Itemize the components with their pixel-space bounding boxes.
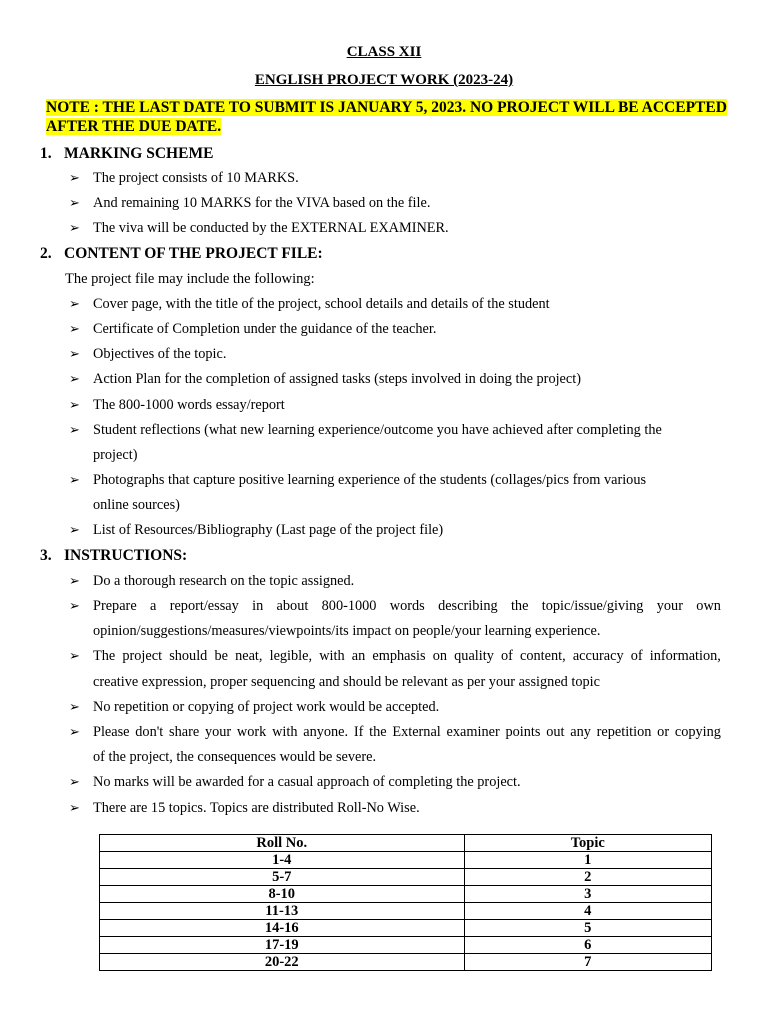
word: 800-1000 [321, 598, 377, 614]
word: Prepare [93, 598, 137, 614]
word: your [656, 598, 683, 614]
topic-cell: 7 [464, 954, 711, 971]
due-date-note [46, 98, 727, 136]
word: or [657, 724, 670, 740]
word: legible, [269, 648, 313, 664]
word: in [252, 598, 264, 614]
arrow-bullet-icon: ➢ [69, 397, 80, 412]
table-row [100, 852, 712, 869]
table-row [100, 886, 712, 903]
arrow-bullet-icon: ➢ [69, 648, 80, 663]
word: topic/issue/giving [541, 598, 644, 614]
arrow-bullet-icon: ➢ [69, 724, 80, 739]
word: a [150, 598, 157, 614]
note-line-2: AFTER THE DUE DATE. [46, 118, 222, 135]
topic-cell: 4 [464, 903, 711, 920]
section-title: INSTRUCTIONS: [64, 547, 188, 564]
section-title: CONTENT OF THE PROJECT FILE: [64, 245, 323, 262]
arrow-bullet-icon: ➢ [69, 598, 80, 613]
roll-cell: 8-10 [100, 886, 465, 903]
document-title: ENGLISH PROJECT WORK (2023-24) [254, 72, 514, 88]
word: the [510, 598, 529, 614]
table-row [100, 903, 712, 920]
topic-cell: 5 [464, 920, 711, 937]
arrow-bullet-icon: ➢ [69, 296, 80, 311]
column-header-roll: Roll No. [100, 835, 465, 852]
table-row [100, 954, 712, 971]
word: neat, [235, 648, 263, 664]
topic-cell: 6 [464, 937, 711, 954]
table-row [100, 920, 712, 937]
word: External [392, 724, 441, 740]
list-item-continuation: online sources) [93, 497, 180, 513]
justified-line [93, 598, 721, 615]
arrow-bullet-icon: ➢ [69, 220, 80, 235]
arrow-bullet-icon: ➢ [69, 472, 80, 487]
word: report/essay [169, 598, 239, 614]
topic-cell: 3 [464, 886, 711, 903]
list-item-continuation: of the project, the consequences would be severe. [93, 749, 377, 765]
arrow-bullet-icon: ➢ [69, 774, 80, 789]
word: content, [520, 648, 566, 664]
arrow-bullet-icon: ➢ [69, 573, 80, 588]
word: with [319, 648, 345, 664]
arrow-bullet-icon: ➢ [69, 321, 80, 336]
word: about [276, 598, 309, 614]
word: examiner [446, 724, 500, 740]
roll-cell: 20-22 [100, 954, 465, 971]
word: words [389, 598, 425, 614]
word: anyone. [303, 724, 349, 740]
section-number: 1. [40, 145, 52, 162]
word: quality [454, 648, 494, 664]
column-header-topic: Topic [464, 835, 711, 852]
word: an [351, 648, 366, 664]
word: information, [649, 648, 721, 664]
topic-cell: 1 [464, 852, 711, 869]
table-row [100, 937, 712, 954]
section-number: 3. [40, 547, 52, 564]
word: describing [438, 598, 498, 614]
arrow-bullet-icon: ➢ [69, 699, 80, 714]
justified-line [93, 648, 721, 665]
section-instructions-heading [40, 547, 187, 565]
word: of [630, 648, 643, 664]
word: don't [135, 724, 164, 740]
word: of [500, 648, 513, 664]
roll-cell: 11-13 [100, 903, 465, 920]
word: out [546, 724, 565, 740]
list-item-continuation: creative expression, proper sequencing and should be relevant as per your assigned topic [93, 674, 600, 690]
roll-cell: 1-4 [100, 852, 465, 869]
list-item-continuation: opinion/suggestions/measures/viewpoints/its impact on people/your learning experience. [93, 623, 601, 639]
arrow-bullet-icon: ➢ [69, 195, 80, 210]
arrow-bullet-icon: ➢ [69, 371, 80, 386]
section-content-heading [40, 245, 323, 263]
arrow-bullet-icon: ➢ [69, 422, 80, 437]
topic-cell: 2 [464, 869, 711, 886]
roll-topic-table [99, 834, 712, 971]
arrow-bullet-icon: ➢ [69, 346, 80, 361]
arrow-bullet-icon: ➢ [69, 800, 80, 815]
word: emphasis [372, 648, 426, 664]
note-line-1: NOTE : THE LAST DATE TO SUBMIT IS JANUARY 5, 2023. NO PROJECT WILL BE ACCEPTED [46, 99, 727, 116]
word: on [432, 648, 448, 664]
roll-cell: 17-19 [100, 937, 465, 954]
word: the [369, 724, 387, 740]
roll-cell: 14-16 [100, 920, 465, 937]
arrow-bullet-icon: ➢ [69, 170, 80, 185]
word: project [122, 648, 163, 664]
word: copying [674, 724, 721, 740]
word: Please [93, 724, 130, 740]
class-heading: CLASS XII [346, 44, 422, 60]
word: accuracy [572, 648, 624, 664]
word: If [353, 724, 364, 740]
word: The [93, 648, 116, 664]
word: be [214, 648, 228, 664]
list-item-continuation: project) [93, 447, 138, 463]
justified-line [93, 724, 721, 741]
section-number: 2. [40, 245, 52, 262]
arrow-bullet-icon: ➢ [69, 522, 80, 537]
table-header-row [100, 835, 712, 852]
word: work [236, 724, 267, 740]
word: repetition [596, 724, 652, 740]
word: should [169, 648, 208, 664]
roll-cell: 5-7 [100, 869, 465, 886]
word: your [204, 724, 232, 740]
word: share [169, 724, 200, 740]
section-marking-heading [40, 145, 213, 163]
word: own [696, 598, 721, 614]
section-title: MARKING SCHEME [64, 145, 214, 162]
word: any [570, 724, 591, 740]
table-row [100, 869, 712, 886]
word: points [505, 724, 541, 740]
section-intro: The project file may include the following: [65, 271, 315, 287]
word: with [272, 724, 298, 740]
